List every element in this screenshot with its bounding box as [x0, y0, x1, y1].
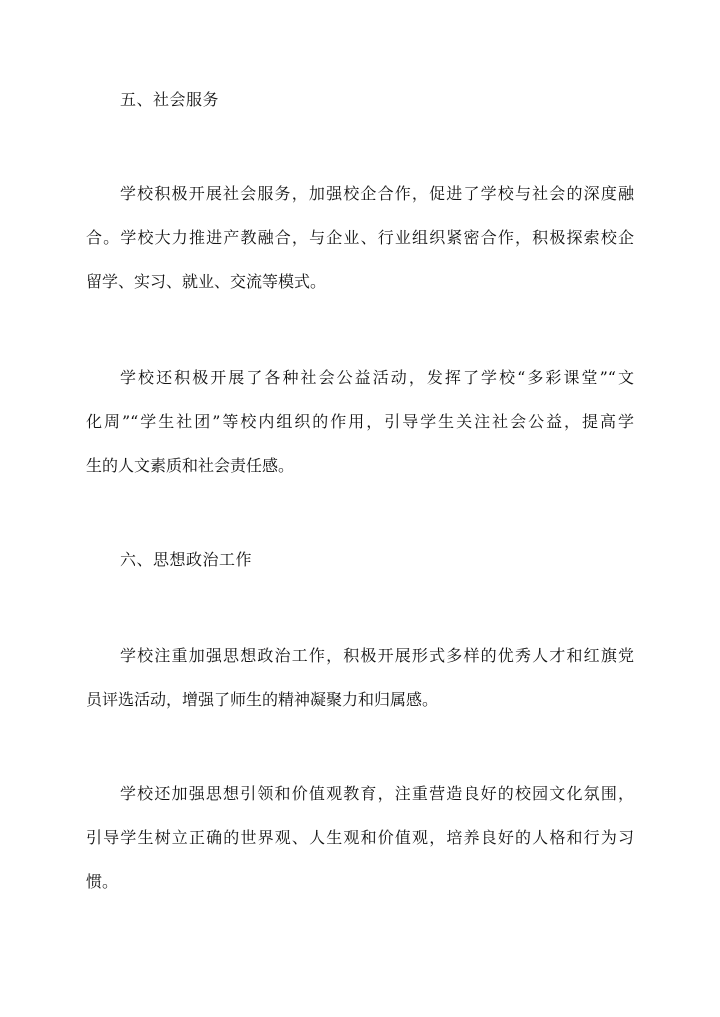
- section-heading-ideological-work: 六、思想政治工作: [120, 550, 253, 569]
- paragraph-ideological-work-1: [86, 644, 634, 732]
- paragraph-line: 学校积极开展社会服务，加强校企合作，促进了学校与社会的深度融: [120, 184, 634, 203]
- paragraph-social-service-2: [86, 366, 634, 498]
- paragraph-line: 员评选活动，增强了师生的精神凝聚力和归属感。: [86, 690, 439, 709]
- section-heading-social-service: 五、社会服务: [120, 90, 220, 109]
- paragraph-line: 学校注重加强思想政治工作，积极开展形式多样的优秀人才和红旗党: [120, 646, 634, 665]
- paragraph-social-service-1: [86, 182, 634, 314]
- paragraph-line: 合。学校大力推进产教融合，与企业、行业组织紧密合作，积极探索校企: [86, 228, 634, 247]
- paragraph-line: 生的人文素质和社会责任感。: [86, 456, 295, 475]
- paragraph-line: 学校还加强思想引领和价值观教育，注重营造良好的校园文化氛围，: [120, 784, 634, 803]
- paragraph-ideological-work-2: [86, 782, 634, 914]
- paragraph-line: 引导学生树立正确的世界观、人生观和价值观，培养良好的人格和行为习: [86, 828, 634, 847]
- paragraph-line: 学校还积极开展了各种社会公益活动，发挥了学校“多彩课堂”“文: [120, 368, 634, 387]
- paragraph-line: 化周”“学生社团”等校内组织的作用，引导学生关注社会公益，提高学: [86, 412, 634, 431]
- paragraph-line: 惯。: [86, 872, 119, 891]
- paragraph-line: 留学、实习、就业、交流等模式。: [86, 272, 327, 291]
